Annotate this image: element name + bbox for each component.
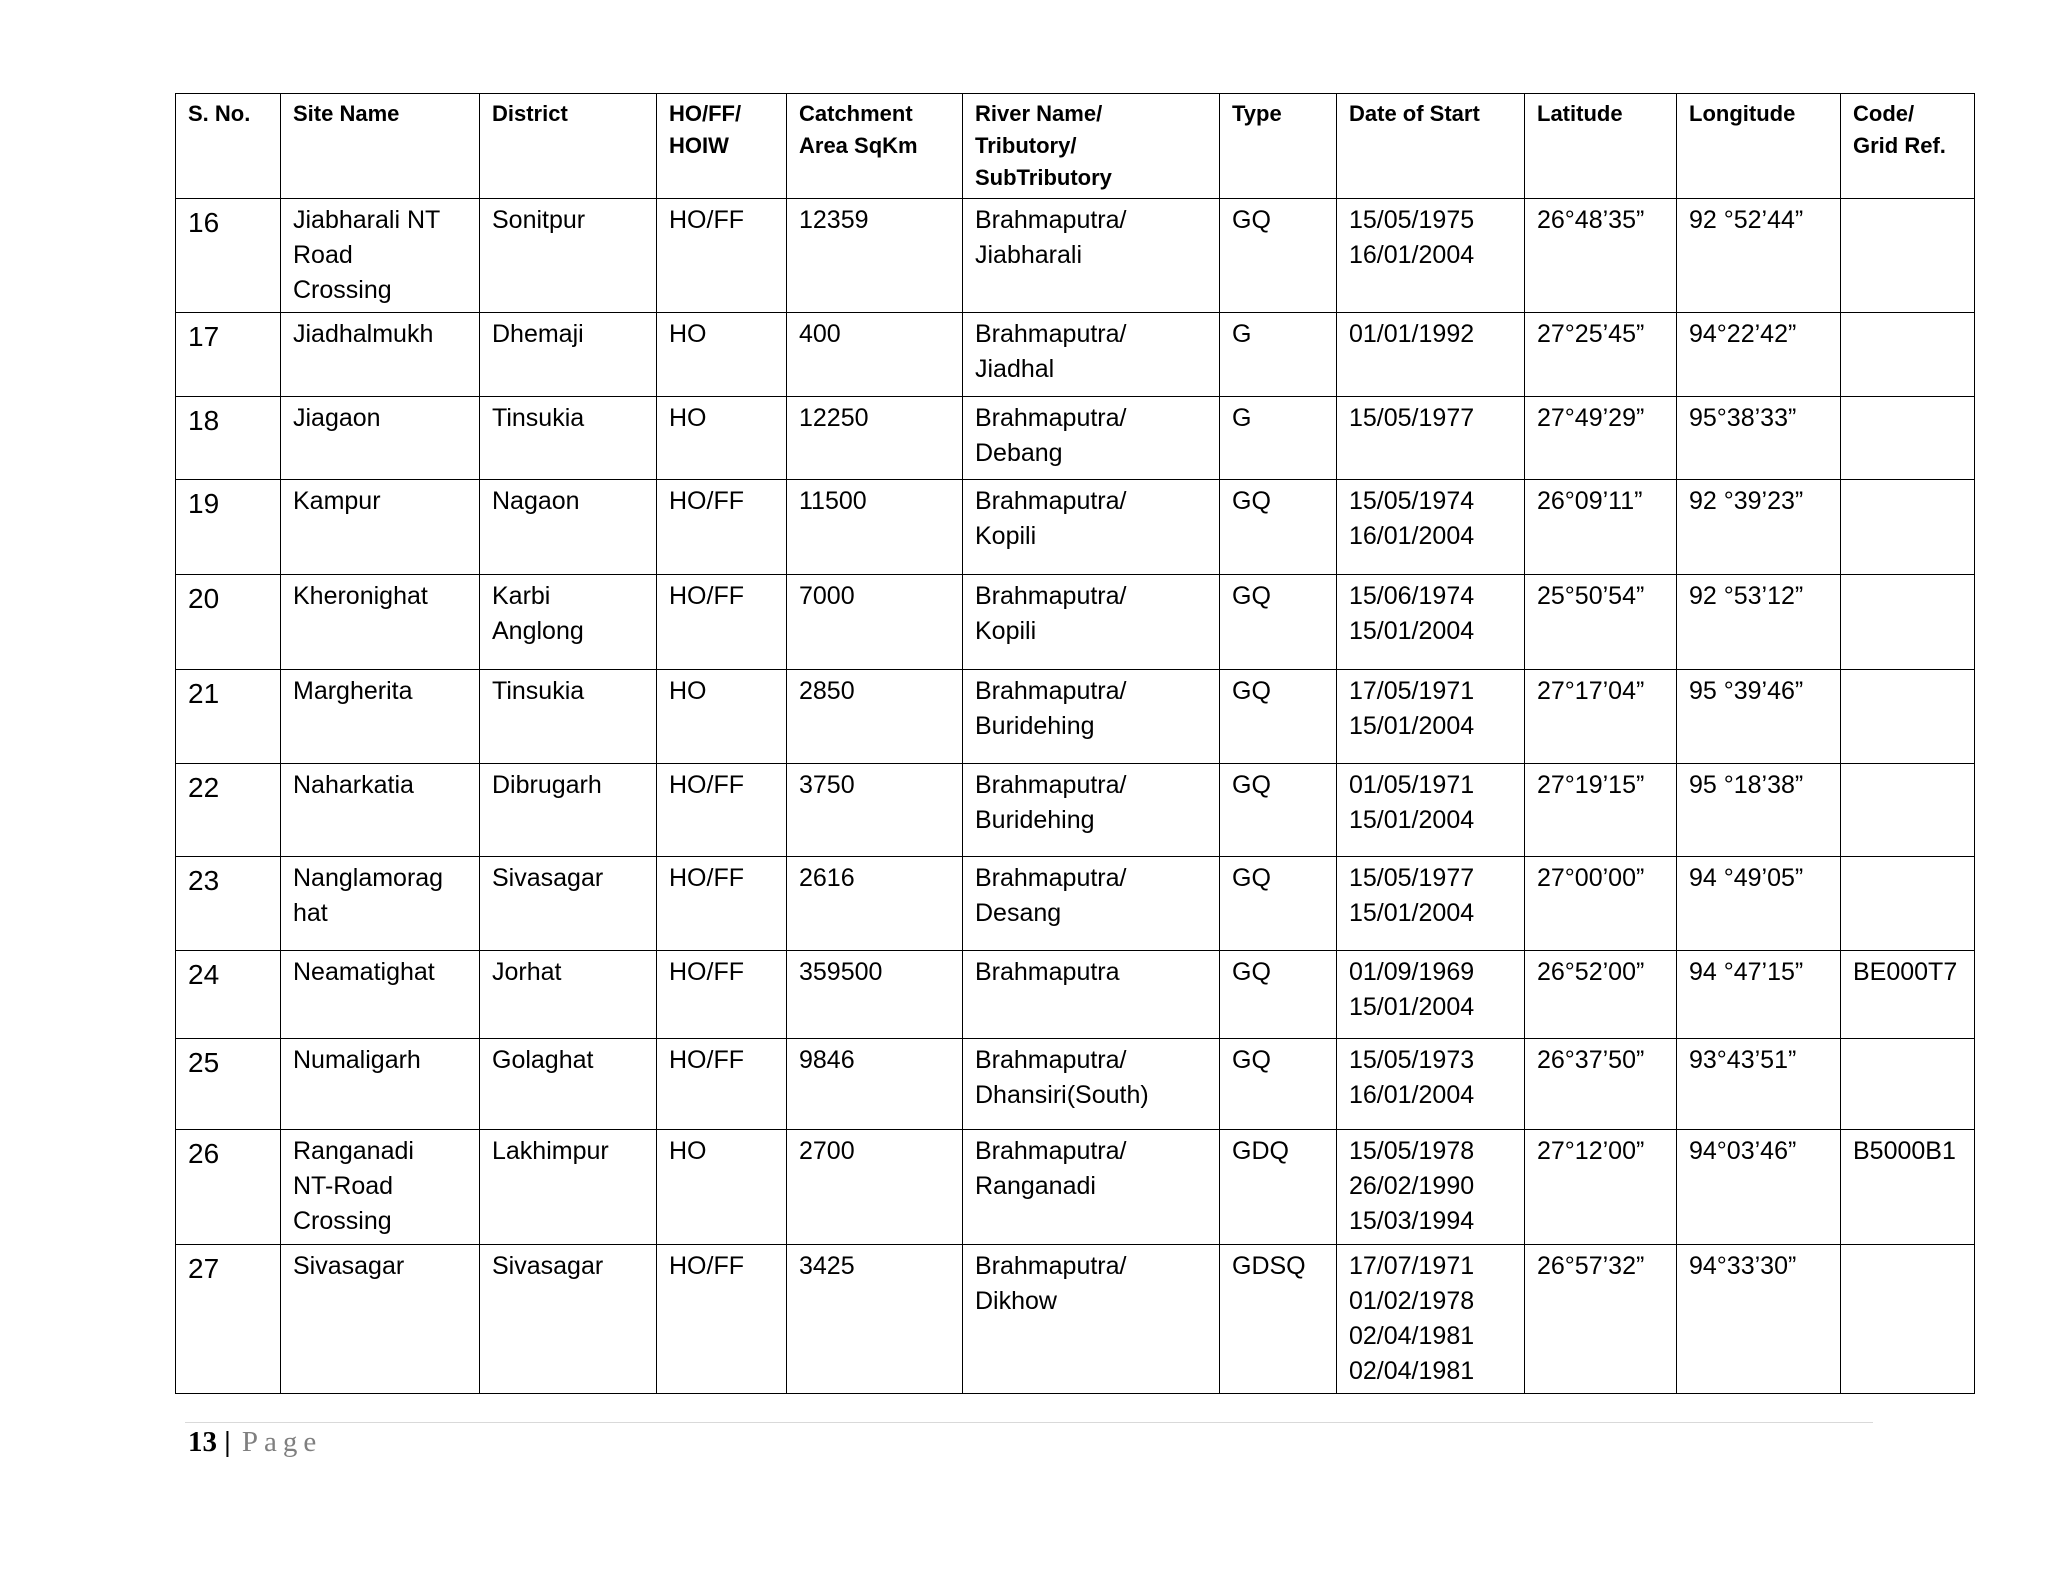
cell-catchment: 12359: [787, 199, 963, 313]
cell-district: [480, 1130, 657, 1245]
cell-district-line: Dibrugarh: [492, 771, 602, 799]
cell-site-name-line: NT-Road: [293, 1172, 394, 1200]
cell-river-line: Jiabharali: [975, 241, 1083, 269]
header-date-of-start: Date of Start: [1337, 94, 1525, 199]
table-row: [176, 1130, 1975, 1245]
cell-site-name-line: Nanglamorag: [293, 864, 444, 892]
cell-river-line: Brahmaputra/: [975, 1137, 1127, 1165]
cell-type: G: [1220, 397, 1337, 480]
cell-river-line: Jiadhal: [975, 355, 1055, 383]
cell-date-of-start-line: 02/04/1981: [1349, 1357, 1475, 1385]
cell-date-of-start: [1337, 199, 1525, 313]
cell-river: [963, 1130, 1220, 1245]
cell-date-of-start: [1337, 313, 1525, 397]
cell-date-of-start-line: 15/05/1975: [1349, 206, 1475, 234]
header-type: Type: [1220, 94, 1337, 199]
cell-district-line: Sonitpur: [492, 206, 586, 234]
cell-site-name: [281, 397, 480, 480]
header-river-name: [963, 94, 1220, 199]
cell-district: [480, 857, 657, 951]
cell-date-of-start-line: 15/05/1973: [1349, 1046, 1475, 1074]
cell-date-of-start-line: 15/05/1977: [1349, 404, 1475, 432]
cell-site-name-line: Ranganadi: [293, 1137, 414, 1165]
table-row: [176, 764, 1975, 857]
header-latitude: Latitude: [1525, 94, 1677, 199]
cell-district: [480, 199, 657, 313]
cell-catchment: 359500: [787, 951, 963, 1039]
cell-ho-ff: HO: [657, 313, 787, 397]
cell-river-line: Buridehing: [975, 712, 1095, 740]
cell-sno: 17: [176, 313, 281, 397]
table-body: [176, 199, 1975, 1394]
cell-date-of-start-line: 15/01/2004: [1349, 806, 1475, 834]
cell-district-line: Golaghat: [492, 1046, 594, 1074]
cell-date-of-start: [1337, 575, 1525, 670]
cell-catchment: 2850: [787, 670, 963, 764]
cell-sno: 27: [176, 1245, 281, 1394]
header-code-grid-ref: [1841, 94, 1975, 199]
cell-sno: 22: [176, 764, 281, 857]
cell-date-of-start-line: 15/01/2004: [1349, 899, 1475, 927]
cell-river-line: Dikhow: [975, 1287, 1057, 1315]
cell-date-of-start: [1337, 1245, 1525, 1394]
cell-type: GQ: [1220, 764, 1337, 857]
cell-ho-ff: HO/FF: [657, 764, 787, 857]
cell-site-name-line: hat: [293, 899, 328, 927]
cell-site-name: [281, 199, 480, 313]
table-row: [176, 575, 1975, 670]
cell-date-of-start: [1337, 1039, 1525, 1130]
cell-river: [963, 313, 1220, 397]
table-row: [176, 397, 1975, 480]
cell-date-of-start: [1337, 951, 1525, 1039]
header-line: Area SqKm: [799, 133, 918, 158]
cell-latitude: 27°00’00”: [1525, 857, 1677, 951]
cell-river-line: Brahmaputra/: [975, 206, 1127, 234]
header-line: HOIW: [669, 133, 729, 158]
cell-date-of-start-line: 15/06/1974: [1349, 582, 1475, 610]
cell-code: [1841, 1245, 1975, 1394]
cell-ho-ff: HO: [657, 1130, 787, 1245]
header-longitude: Longitude: [1677, 94, 1841, 199]
cell-river-line: Brahmaputra/: [975, 404, 1127, 432]
cell-district-line: Tinsukia: [492, 404, 585, 432]
cell-ho-ff: HO/FF: [657, 1039, 787, 1130]
header-row: [176, 94, 1975, 199]
cell-catchment: 7000: [787, 575, 963, 670]
cell-type: GQ: [1220, 857, 1337, 951]
cell-district: [480, 1245, 657, 1394]
cell-river-line: Kopili: [975, 617, 1037, 645]
cell-date-of-start-line: 01/01/1992: [1349, 320, 1475, 348]
cell-district: [480, 951, 657, 1039]
cell-site-name: [281, 1130, 480, 1245]
cell-ho-ff: HO/FF: [657, 1245, 787, 1394]
cell-sno: 20: [176, 575, 281, 670]
cell-river: [963, 480, 1220, 575]
cell-longitude: 95 °39’46”: [1677, 670, 1841, 764]
cell-site-name: [281, 313, 480, 397]
cell-ho-ff: HO: [657, 670, 787, 764]
cell-catchment: 3750: [787, 764, 963, 857]
cell-site-name: [281, 575, 480, 670]
cell-river-line: Brahmaputra/: [975, 771, 1127, 799]
header-catchment-area: [787, 94, 963, 199]
footer-divider: [185, 1422, 1873, 1423]
page-footer: [188, 1426, 322, 1459]
cell-longitude: 95°38’33”: [1677, 397, 1841, 480]
table-row: [176, 1245, 1975, 1394]
cell-code: B5000B1: [1841, 1130, 1975, 1245]
cell-catchment: 12250: [787, 397, 963, 480]
cell-site-name-line: Kheronighat: [293, 582, 428, 610]
cell-date-of-start: [1337, 397, 1525, 480]
cell-date-of-start: [1337, 480, 1525, 575]
cell-district-line: Karbi: [492, 582, 551, 610]
cell-date-of-start-line: 02/04/1981: [1349, 1322, 1475, 1350]
cell-latitude: 26°57’32”: [1525, 1245, 1677, 1394]
header-line: Catchment: [799, 101, 913, 126]
cell-district: [480, 764, 657, 857]
cell-date-of-start-line: 01/05/1971: [1349, 771, 1475, 799]
page-number: 13: [188, 1426, 217, 1458]
cell-river: [963, 575, 1220, 670]
cell-river-line: Brahmaputra/: [975, 487, 1127, 515]
cell-type: GQ: [1220, 1039, 1337, 1130]
cell-latitude: 26°37’50”: [1525, 1039, 1677, 1130]
cell-river-line: Debang: [975, 439, 1063, 467]
cell-sno: 24: [176, 951, 281, 1039]
cell-longitude: 94°03’46”: [1677, 1130, 1841, 1245]
cell-river-line: Brahmaputra/: [975, 1046, 1127, 1074]
cell-date-of-start-line: 17/05/1971: [1349, 677, 1475, 705]
table-row: [176, 313, 1975, 397]
cell-site-name-line: Jiabharali NT: [293, 206, 441, 234]
cell-river: [963, 670, 1220, 764]
header-line: Tributory/: [975, 133, 1077, 158]
cell-sno: 18: [176, 397, 281, 480]
cell-date-of-start: [1337, 1130, 1525, 1245]
cell-code: [1841, 397, 1975, 480]
cell-district-line: Dhemaji: [492, 320, 584, 348]
cell-river-line: Brahmaputra/: [975, 677, 1127, 705]
cell-longitude: 95 °18’38”: [1677, 764, 1841, 857]
cell-river-line: Kopili: [975, 522, 1037, 550]
cell-type: GQ: [1220, 951, 1337, 1039]
cell-site-name: [281, 480, 480, 575]
cell-sno: 21: [176, 670, 281, 764]
header-line: Grid Ref.: [1853, 133, 1946, 158]
cell-type: GDSQ: [1220, 1245, 1337, 1394]
cell-district: [480, 397, 657, 480]
cell-district: [480, 670, 657, 764]
cell-site-name-line: Crossing: [293, 1207, 392, 1235]
page-label: Page: [241, 1426, 323, 1458]
cell-site-name: [281, 1039, 480, 1130]
cell-date-of-start-line: 15/05/1977: [1349, 864, 1475, 892]
cell-latitude: 27°19’15”: [1525, 764, 1677, 857]
cell-latitude: 26°48’35”: [1525, 199, 1677, 313]
cell-longitude: 92 °39’23”: [1677, 480, 1841, 575]
header-ho-ff-hoiw: [657, 94, 787, 199]
cell-river-line: Buridehing: [975, 806, 1095, 834]
cell-code: [1841, 670, 1975, 764]
cell-code: [1841, 480, 1975, 575]
cell-catchment: 400: [787, 313, 963, 397]
table-row: [176, 857, 1975, 951]
cell-river-line: Brahmaputra/: [975, 320, 1127, 348]
cell-date-of-start-line: 15/01/2004: [1349, 617, 1475, 645]
sites-table: [175, 93, 1975, 1394]
cell-river-line: Brahmaputra: [975, 958, 1120, 986]
cell-district: [480, 313, 657, 397]
cell-sno: 19: [176, 480, 281, 575]
cell-ho-ff: HO/FF: [657, 857, 787, 951]
cell-district-line: Sivasagar: [492, 864, 604, 892]
cell-catchment: 2616: [787, 857, 963, 951]
cell-date-of-start-line: 17/07/1971: [1349, 1252, 1475, 1280]
cell-latitude: 27°25’45”: [1525, 313, 1677, 397]
cell-type: GQ: [1220, 575, 1337, 670]
header-line: River Name/: [975, 101, 1103, 126]
cell-ho-ff: HO/FF: [657, 480, 787, 575]
cell-date-of-start: [1337, 670, 1525, 764]
cell-catchment: 9846: [787, 1039, 963, 1130]
cell-site-name-line: Margherita: [293, 677, 413, 705]
cell-district-line: Jorhat: [492, 958, 562, 986]
header-district: District: [480, 94, 657, 199]
cell-code: BE000T7: [1841, 951, 1975, 1039]
cell-site-name: [281, 1245, 480, 1394]
cell-latitude: 25°50’54”: [1525, 575, 1677, 670]
cell-date-of-start: [1337, 764, 1525, 857]
table-row: [176, 480, 1975, 575]
header-line: Code/: [1853, 101, 1915, 126]
cell-longitude: 94°22’42”: [1677, 313, 1841, 397]
cell-district: [480, 575, 657, 670]
cell-type: GQ: [1220, 670, 1337, 764]
cell-ho-ff: HO/FF: [657, 951, 787, 1039]
cell-site-name-line: Road: [293, 241, 353, 269]
cell-longitude: 94°33’30”: [1677, 1245, 1841, 1394]
cell-longitude: 92 °52’44”: [1677, 199, 1841, 313]
cell-river: [963, 1245, 1220, 1394]
cell-code: [1841, 313, 1975, 397]
cell-river: [963, 397, 1220, 480]
cell-latitude: 27°17’04”: [1525, 670, 1677, 764]
cell-site-name-line: Numaligarh: [293, 1046, 421, 1074]
cell-latitude: 27°12’00”: [1525, 1130, 1677, 1245]
cell-district: [480, 1039, 657, 1130]
cell-date-of-start-line: 16/01/2004: [1349, 241, 1475, 269]
cell-district: [480, 480, 657, 575]
cell-type: GQ: [1220, 480, 1337, 575]
cell-code: [1841, 764, 1975, 857]
cell-district-line: Anglong: [492, 617, 584, 645]
cell-sno: 16: [176, 199, 281, 313]
cell-river: [963, 199, 1220, 313]
cell-date-of-start-line: 16/01/2004: [1349, 1081, 1475, 1109]
cell-district-line: Nagaon: [492, 487, 580, 515]
cell-site-name: [281, 951, 480, 1039]
cell-catchment: 2700: [787, 1130, 963, 1245]
cell-date-of-start-line: 15/01/2004: [1349, 993, 1475, 1021]
cell-type: GDQ: [1220, 1130, 1337, 1245]
cell-ho-ff: HO/FF: [657, 199, 787, 313]
cell-date-of-start: [1337, 857, 1525, 951]
cell-date-of-start-line: 01/09/1969: [1349, 958, 1475, 986]
cell-latitude: 27°49’29”: [1525, 397, 1677, 480]
cell-site-name-line: Jiadhalmukh: [293, 320, 434, 348]
cell-ho-ff: HO/FF: [657, 575, 787, 670]
cell-river: [963, 857, 1220, 951]
cell-type: GQ: [1220, 199, 1337, 313]
cell-district-line: Tinsukia: [492, 677, 585, 705]
table-row: [176, 951, 1975, 1039]
cell-sno: 25: [176, 1039, 281, 1130]
header-site-name: Site Name: [281, 94, 480, 199]
cell-district-line: Sivasagar: [492, 1252, 604, 1280]
cell-ho-ff: HO: [657, 397, 787, 480]
table-row: [176, 199, 1975, 313]
cell-sno: 23: [176, 857, 281, 951]
cell-river: [963, 1039, 1220, 1130]
cell-river-line: Brahmaputra/: [975, 1252, 1127, 1280]
cell-code: [1841, 199, 1975, 313]
cell-site-name: [281, 764, 480, 857]
cell-code: [1841, 575, 1975, 670]
cell-site-name-line: Kampur: [293, 487, 381, 515]
cell-catchment: 3425: [787, 1245, 963, 1394]
cell-district-line: Lakhimpur: [492, 1137, 609, 1165]
cell-code: [1841, 1039, 1975, 1130]
cell-date-of-start-line: 01/02/1978: [1349, 1287, 1475, 1315]
cell-site-name: [281, 670, 480, 764]
footer-separator: |: [224, 1426, 231, 1458]
cell-site-name-line: Naharkatia: [293, 771, 414, 799]
table-row: [176, 1039, 1975, 1130]
cell-site-name: [281, 857, 480, 951]
cell-latitude: 26°52’00”: [1525, 951, 1677, 1039]
cell-date-of-start-line: 15/03/1994: [1349, 1207, 1475, 1235]
cell-longitude: 93°43’51”: [1677, 1039, 1841, 1130]
cell-code: [1841, 857, 1975, 951]
cell-longitude: 92 °53’12”: [1677, 575, 1841, 670]
header-line: SubTributory: [975, 165, 1112, 190]
cell-longitude: 94 °47’15”: [1677, 951, 1841, 1039]
cell-river-line: Dhansiri(South): [975, 1081, 1149, 1109]
cell-date-of-start-line: 16/01/2004: [1349, 522, 1475, 550]
cell-latitude: 26°09’11”: [1525, 480, 1677, 575]
cell-type: G: [1220, 313, 1337, 397]
cell-river-line: Brahmaputra/: [975, 864, 1127, 892]
header-sno: S. No.: [176, 94, 281, 199]
cell-river-line: Brahmaputra/: [975, 582, 1127, 610]
cell-site-name-line: Sivasagar: [293, 1252, 405, 1280]
cell-river: [963, 764, 1220, 857]
cell-sno: 26: [176, 1130, 281, 1245]
cell-date-of-start-line: 15/05/1974: [1349, 487, 1475, 515]
cell-river: [963, 951, 1220, 1039]
cell-date-of-start-line: 26/02/1990: [1349, 1172, 1475, 1200]
cell-river-line: Ranganadi: [975, 1172, 1096, 1200]
cell-site-name-line: Neamatighat: [293, 958, 435, 986]
table-row: [176, 670, 1975, 764]
cell-date-of-start-line: 15/05/1978: [1349, 1137, 1475, 1165]
header-line: HO/FF/: [669, 101, 742, 126]
cell-river-line: Desang: [975, 899, 1062, 927]
cell-catchment: 11500: [787, 480, 963, 575]
cell-longitude: 94 °49’05”: [1677, 857, 1841, 951]
cell-site-name-line: Jiagaon: [293, 404, 381, 432]
cell-date-of-start-line: 15/01/2004: [1349, 712, 1475, 740]
cell-site-name-line: Crossing: [293, 276, 392, 304]
